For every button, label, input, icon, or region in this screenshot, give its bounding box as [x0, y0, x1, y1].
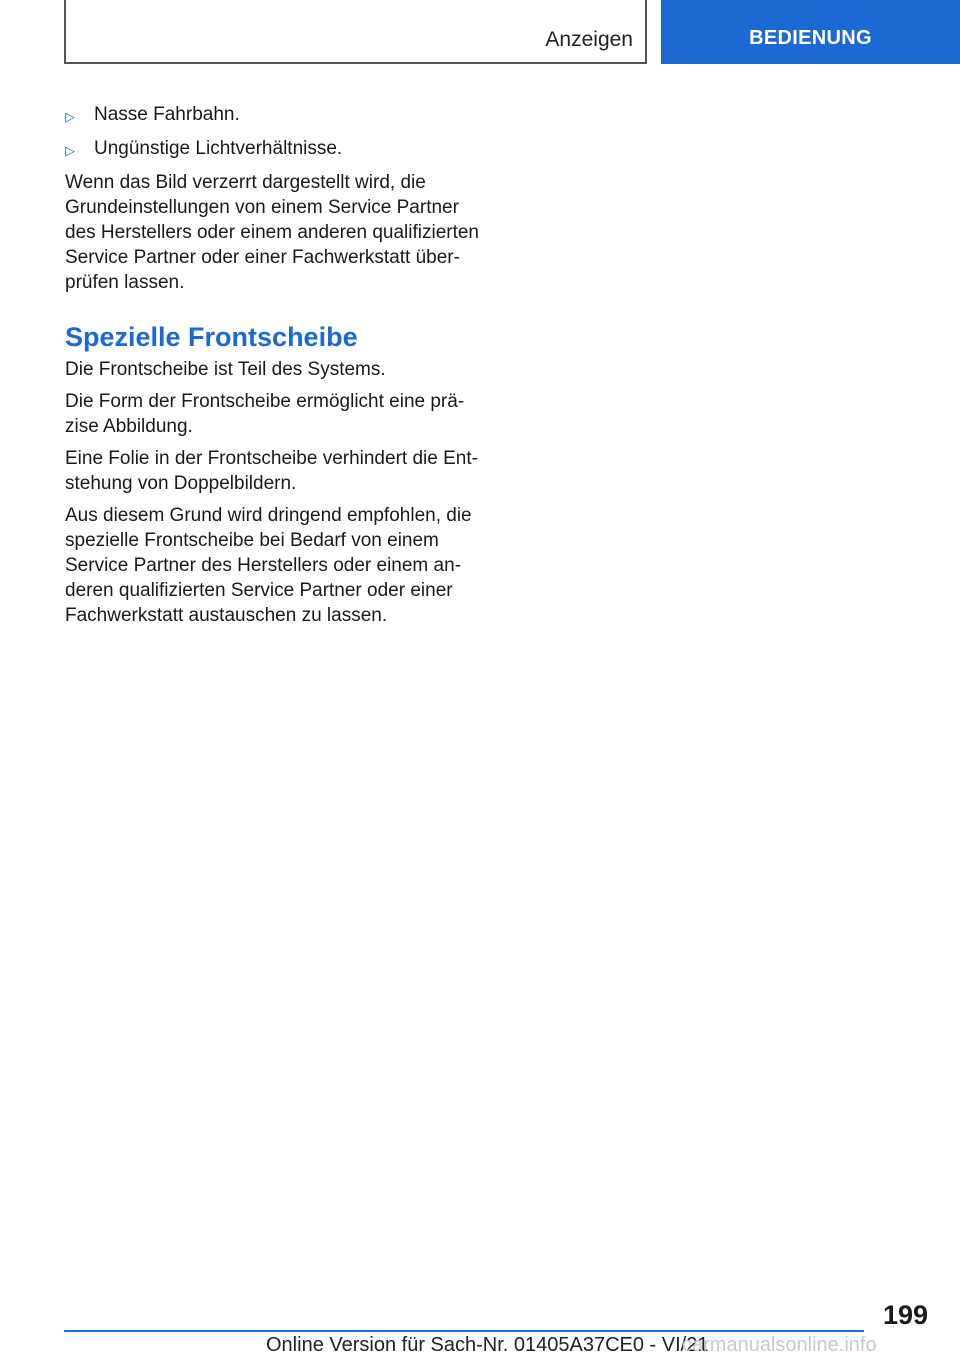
header-section-box: [64, 0, 647, 64]
triangle-bullet-icon: ▷: [65, 143, 75, 158]
footer-online-version: Online Version für Sach-Nr. 01405A37CE0 - VI/21: [266, 1334, 709, 1356]
header-chapter-label: BEDIENUNG: [749, 26, 872, 49]
header-chapter-tab: [661, 0, 960, 64]
watermark: carmanualsonline.info: [682, 1334, 877, 1356]
list-item: [65, 102, 485, 129]
page-number: 199: [882, 1300, 928, 1330]
section-heading: Spezielle Frontscheibe: [65, 322, 358, 352]
footer-divider: [64, 1330, 864, 1332]
paragraph: Die Frontscheibe ist Teil des Systems.: [65, 359, 386, 380]
list-item-text: Ungünstige Lichtverhältnisse.: [94, 138, 343, 159]
list-item-text: Nasse Fahrbahn.: [94, 104, 240, 125]
list-item: [65, 136, 485, 163]
paragraph: Aus diesem Grund wird dringend empfohlen, die spezielle Frontscheibe bei Bedarf von einem Service Partner des Herstellers oder einem anderen qualifizierten Service Partner oder einer Fachwerkstatt austauschen zu lassen.: [65, 505, 472, 626]
header-section-title: Anzeigen: [545, 28, 633, 51]
paragraph: Die Form der Frontscheibe ermöglicht eine präzise Abbildung.: [65, 391, 465, 437]
paragraph: Eine Folie in der Frontscheibe verhindert die Entstehung von Doppelbildern.: [65, 448, 478, 494]
main-content: [65, 102, 485, 635]
intro-paragraph: Wenn das Bild verzerrt dargestellt wird, die Grundeinstellungen von einem Service Partner des Herstellers oder einem anderen qualifizierten Service Partner oder einer Fachwerkstatt überprüfen lassen.: [65, 172, 480, 293]
triangle-bullet-icon: ▷: [65, 109, 75, 124]
